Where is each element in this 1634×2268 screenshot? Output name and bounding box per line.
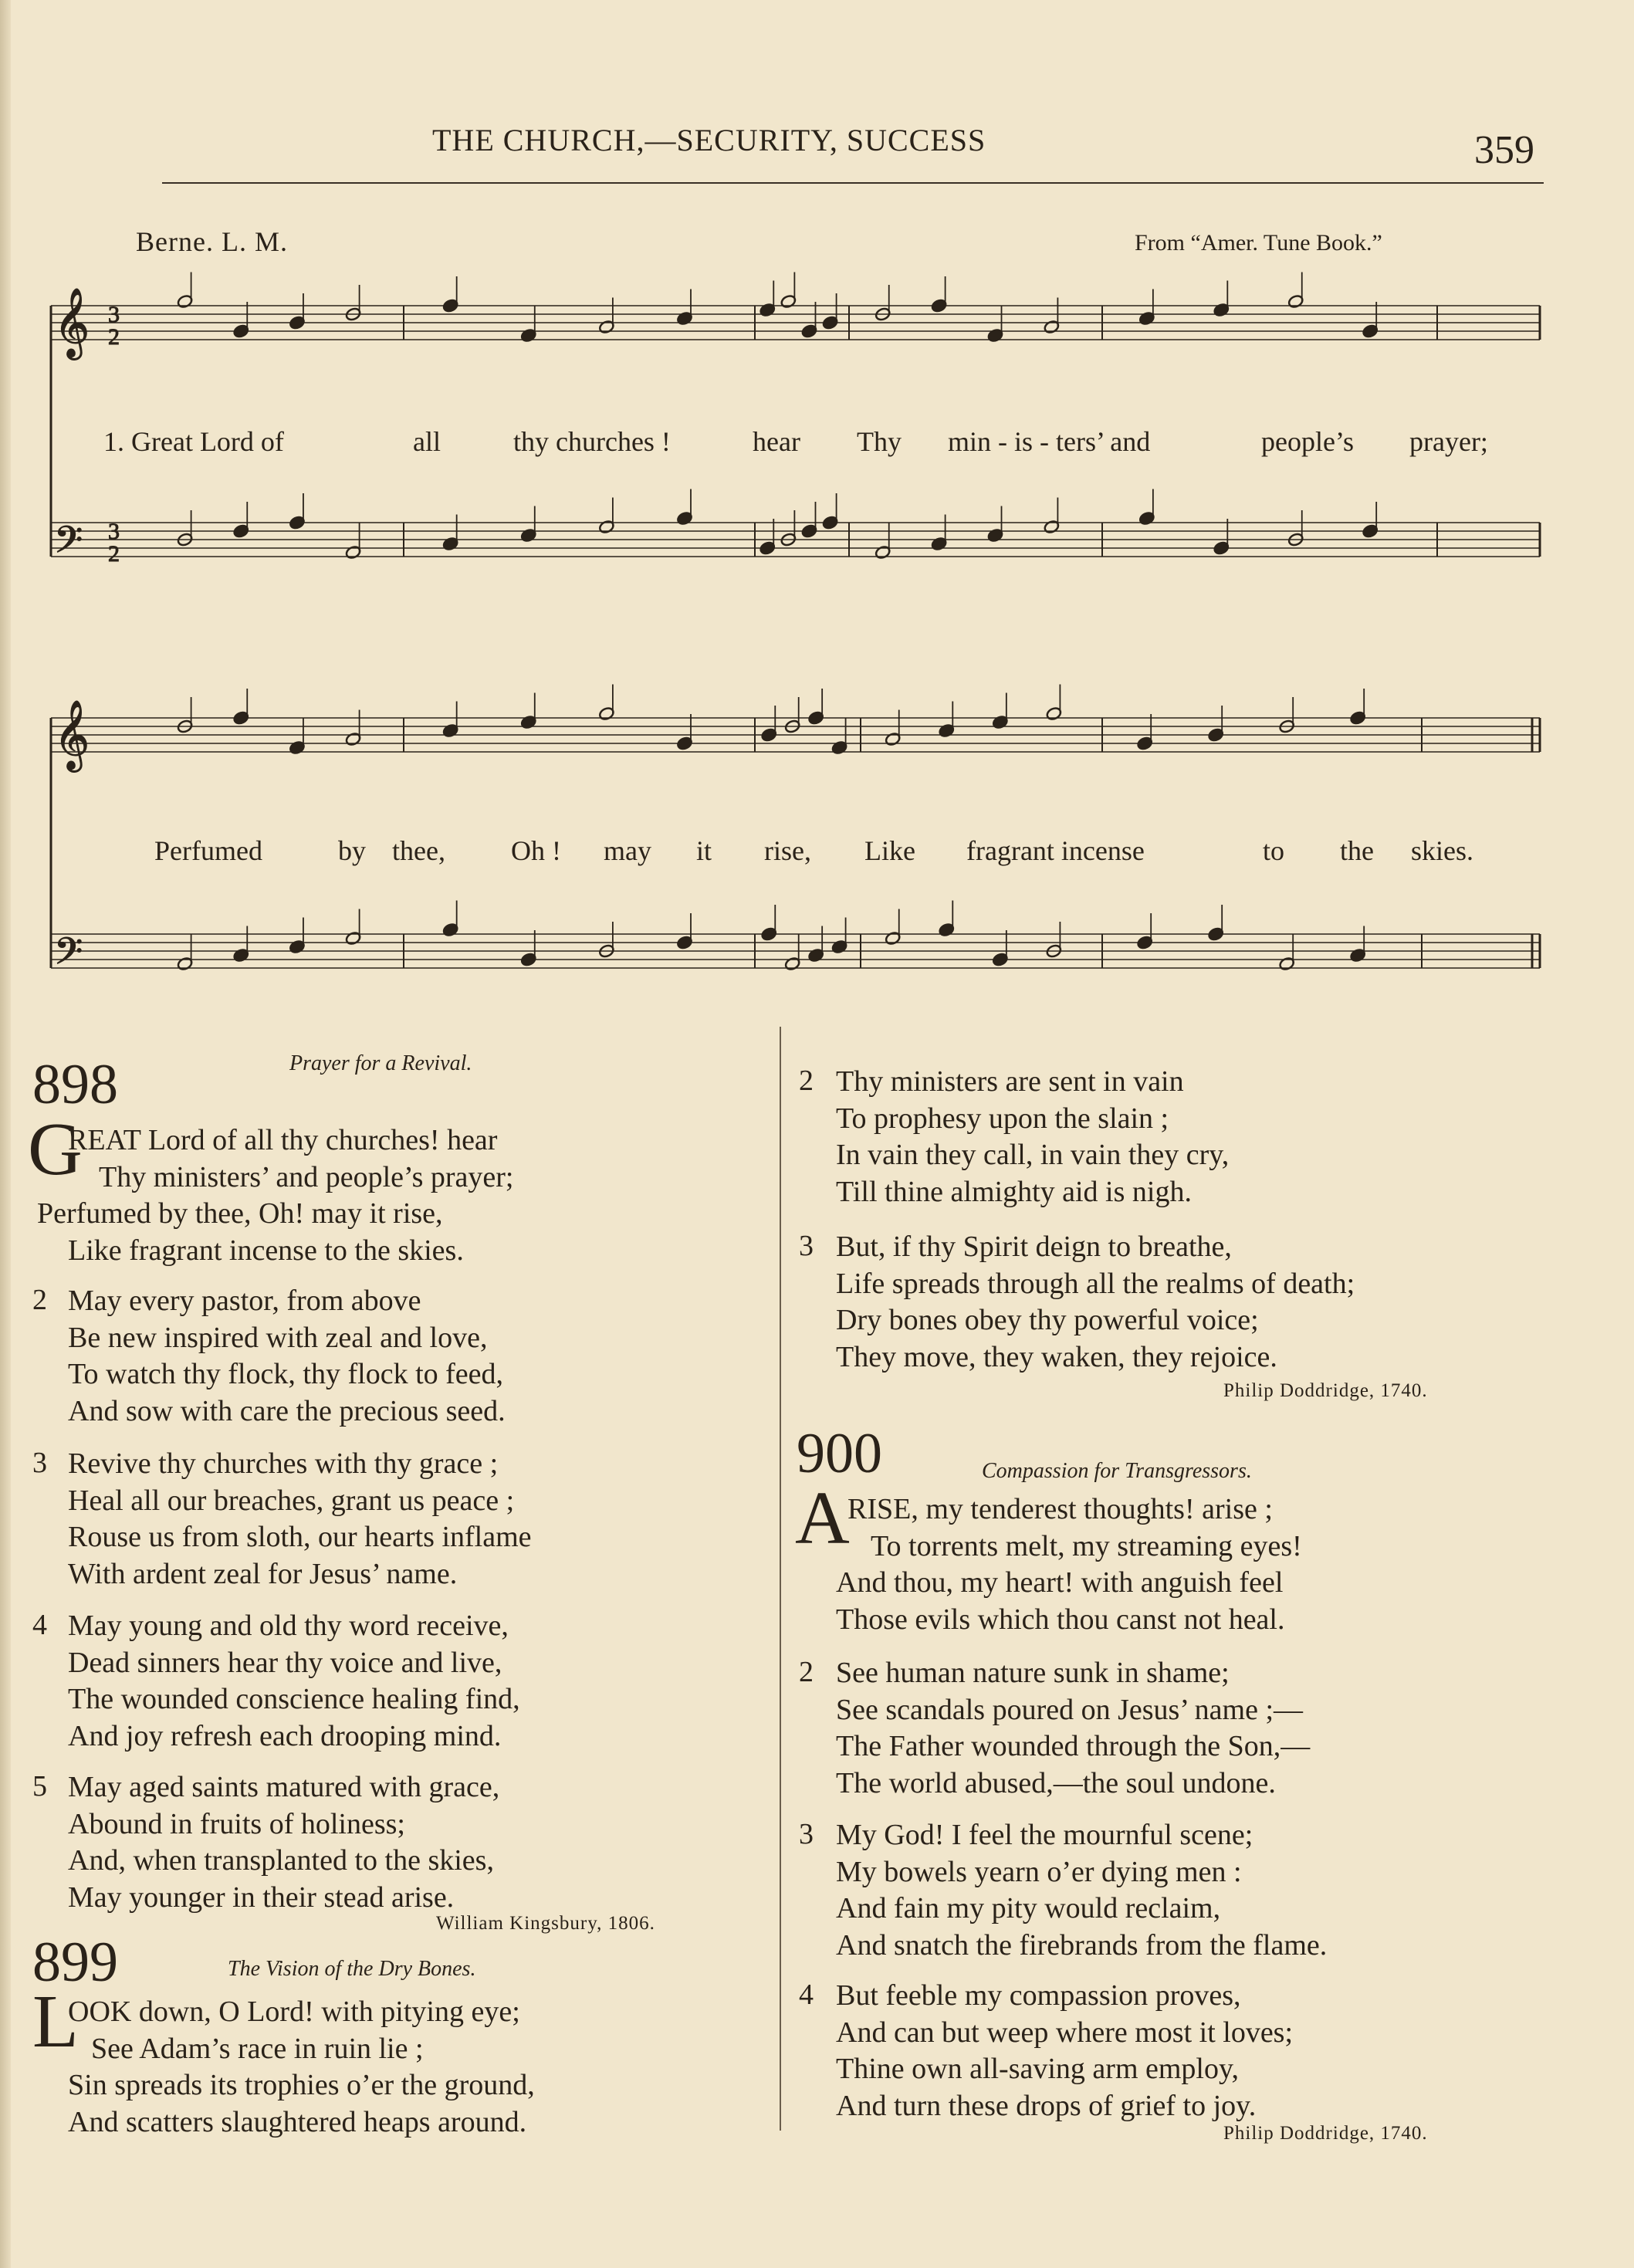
verse-line: Dry bones obey thy powerful voice; — [836, 1304, 1259, 1336]
verse-line: And scatters slaughtered heaps around. — [68, 2105, 527, 2138]
lyric-word: Oh ! — [511, 835, 561, 866]
verse-line: May young and old thy word receive, — [68, 1610, 509, 1642]
stanza-number: 2 — [799, 1656, 814, 1688]
stanza — [836, 1978, 1293, 2124]
treble-clef-icon: 𝄞 — [54, 288, 90, 357]
verse-line: May younger in their stead arise. — [68, 1880, 455, 1914]
time-signature-icon: 2 — [108, 324, 120, 350]
time-signature-icon: 2 — [108, 541, 120, 567]
hymn-author: Philip Doddridge, 1740. — [1223, 2123, 1428, 2144]
stanza-number: 4 — [799, 1979, 814, 2011]
lyric-word: hear — [753, 426, 800, 457]
treble-clef-icon: 𝄞 — [54, 700, 90, 770]
verse-line: And, when transplanted to the skies, — [68, 1844, 494, 1877]
hymn-title: Prayer for a Revival. — [289, 1051, 472, 1075]
lyric-word: to — [1263, 835, 1285, 866]
verse-line: Thine own all-saving arm employ, — [836, 2053, 1240, 2085]
lyric-word: thee, — [392, 835, 445, 866]
lyric-word: all — [413, 426, 441, 457]
column-rule — [780, 1027, 781, 2131]
verse-line: The wounded conscience healing find, — [68, 1683, 520, 1715]
bass-clef-icon: 𝄢 — [54, 518, 83, 570]
verse-line: OOK down, O Lord! with pitying eye; — [68, 1996, 520, 2028]
verse-line: My God! I feel the mournful scene; — [836, 1819, 1253, 1851]
verse-line: Thy ministers are sent in vain — [836, 1065, 1184, 1098]
lyric-word: Perfumed — [154, 835, 262, 866]
lyric-word: fragrant incense — [966, 835, 1145, 866]
stanza — [68, 1994, 535, 2141]
lyric-word: people’s — [1261, 426, 1354, 457]
verse-line: May every pastor, from above — [68, 1285, 421, 1317]
lyric-word: prayer; — [1409, 426, 1488, 457]
verse-line: See human nature sunk in shame; — [836, 1657, 1230, 1689]
stanza-number: 3 — [799, 1230, 814, 1262]
verse-line: My bowels yearn o’er dying men : — [836, 1855, 1242, 1888]
tune-source: From “Amer. Tune Book.” — [1135, 230, 1382, 256]
verse-line: See Adam’s race in ruin lie ; — [91, 2032, 424, 2065]
verse-line: Heal all our breaches, grant us peace ; — [68, 1484, 515, 1517]
stanza-number: 2 — [32, 1284, 47, 1316]
verse-line: Sin spreads its trophies o’er the ground, — [68, 2069, 535, 2101]
hymn-author: William Kingsbury, 1806. — [436, 1913, 655, 1934]
verse-line: And snatch the firebrands from the flame. — [836, 1928, 1328, 1962]
stanza — [836, 1491, 1302, 1638]
stanza — [836, 1229, 1355, 1376]
verse-line: But, if thy Spirit deign to breathe, — [836, 1230, 1232, 1263]
verse-line: And fain my pity would reclaim, — [836, 1892, 1221, 1924]
lyric-word: rise, — [764, 835, 811, 866]
stanza-number: 3 — [32, 1447, 47, 1479]
verse-line: Revive thy churches with thy grace ; — [68, 1447, 499, 1480]
verse-line: Till thine almighty aid is nigh. — [836, 1175, 1192, 1208]
verse-line: They move, they waken, they rejoice. — [836, 1340, 1277, 1373]
stanza — [836, 1064, 1229, 1210]
bass-clef-icon: 𝄢 — [54, 929, 83, 982]
verse-line: Thy ministers’ and people’s prayer; — [99, 1160, 514, 1193]
hymn-number: 900 — [797, 1422, 882, 1485]
stanza — [37, 1122, 514, 1269]
verse-line: Those evils which thou canst not heal. — [836, 1603, 1285, 1636]
verse-line: And joy refresh each drooping mind. — [68, 1719, 502, 1752]
stanza — [836, 1655, 1310, 1802]
stanza — [68, 1608, 520, 1755]
verse-line: Rouse us from sloth, our hearts inflame — [68, 1521, 532, 1553]
verse-line: See scandals poured on Jesus’ name ;— — [836, 1693, 1304, 1726]
hymn-title: Compassion for Transgressors. — [982, 1459, 1252, 1483]
verse-line: RISE, my tenderest thoughts! arise ; — [847, 1493, 1273, 1525]
verse-line: And sow with care the precious seed. — [68, 1394, 506, 1427]
verse-line: With ardent zeal for Jesus’ name. — [68, 1557, 458, 1590]
lyric-word: by — [338, 835, 366, 866]
lyric-word: it — [696, 835, 712, 866]
time-signature-icon: 3 — [108, 302, 120, 327]
lyric-word: min - is - ters’ and — [948, 426, 1151, 457]
verse-line: And turn these drops of grief to joy. — [836, 2089, 1257, 2122]
stanza — [68, 1283, 506, 1430]
lyric-word: the — [1340, 835, 1374, 866]
verse-line: In vain they call, in vain they cry, — [836, 1139, 1230, 1171]
verse-line: The world abused,—the soul undone. — [836, 1766, 1276, 1799]
verse-line: May aged saints matured with grace, — [68, 1771, 500, 1803]
verse-line: REAT Lord of all thy churches! hear — [68, 1124, 498, 1156]
hymn-number: 899 — [32, 1931, 118, 1994]
stanza-number: 5 — [32, 1770, 47, 1803]
drop-cap: L — [32, 1980, 79, 2063]
verse-line: The Father wounded through the Son,— — [836, 1730, 1311, 1762]
verse-line: Like fragrant incense to the skies. — [68, 1234, 464, 1267]
verse-line: But feeble my compassion proves, — [836, 1979, 1241, 2012]
tune-name: Berne. L. M. — [136, 226, 288, 257]
verse-line: Life spreads through all the realms of death; — [836, 1267, 1355, 1300]
drop-cap: A — [795, 1477, 850, 1560]
lyric-word: Thy — [857, 426, 902, 457]
lyric-word: 1. Great Lord of — [103, 426, 284, 457]
verse-line: Abound in fruits of holiness; — [68, 1807, 405, 1840]
lyric-word: Like — [864, 835, 915, 866]
verse-line: And thou, my heart! with anguish feel — [836, 1566, 1284, 1599]
verse-line: And can but weep where most it loves; — [836, 2016, 1294, 2049]
stanza-number: 3 — [799, 1818, 814, 1850]
hymn-number: 898 — [32, 1053, 118, 1116]
running-head: THE CHURCH,—SECURITY, SUCCESS — [432, 123, 986, 157]
stanza — [68, 1446, 532, 1593]
verse-line: Perfumed by thee, Oh! may it rise, — [37, 1197, 443, 1230]
page-number: 359 — [1474, 128, 1534, 172]
verse-line: Be new inspired with zeal and love, — [68, 1321, 488, 1354]
stanza-number: 4 — [32, 1609, 47, 1641]
stanza-number: 2 — [799, 1065, 814, 1097]
time-signature-icon: 3 — [108, 519, 120, 544]
verse-line: Dead sinners hear thy voice and live, — [68, 1646, 502, 1679]
lyric-word: thy churches ! — [513, 426, 671, 457]
verse-line: To prophesy upon the slain ; — [836, 1102, 1169, 1135]
hymn-author: Philip Doddridge, 1740. — [1223, 1380, 1428, 1401]
verse-line: To torrents melt, my streaming eyes! — [871, 1529, 1302, 1562]
lyric-word: may — [604, 835, 651, 866]
lyric-word: skies. — [1411, 835, 1473, 866]
verse-line: To watch thy flock, thy flock to feed, — [68, 1358, 504, 1390]
stanza — [68, 1769, 499, 1916]
stanza — [836, 1817, 1327, 1964]
drop-cap: G — [28, 1108, 83, 1191]
hymn-title: The Vision of the Dry Bones. — [228, 1957, 476, 1981]
